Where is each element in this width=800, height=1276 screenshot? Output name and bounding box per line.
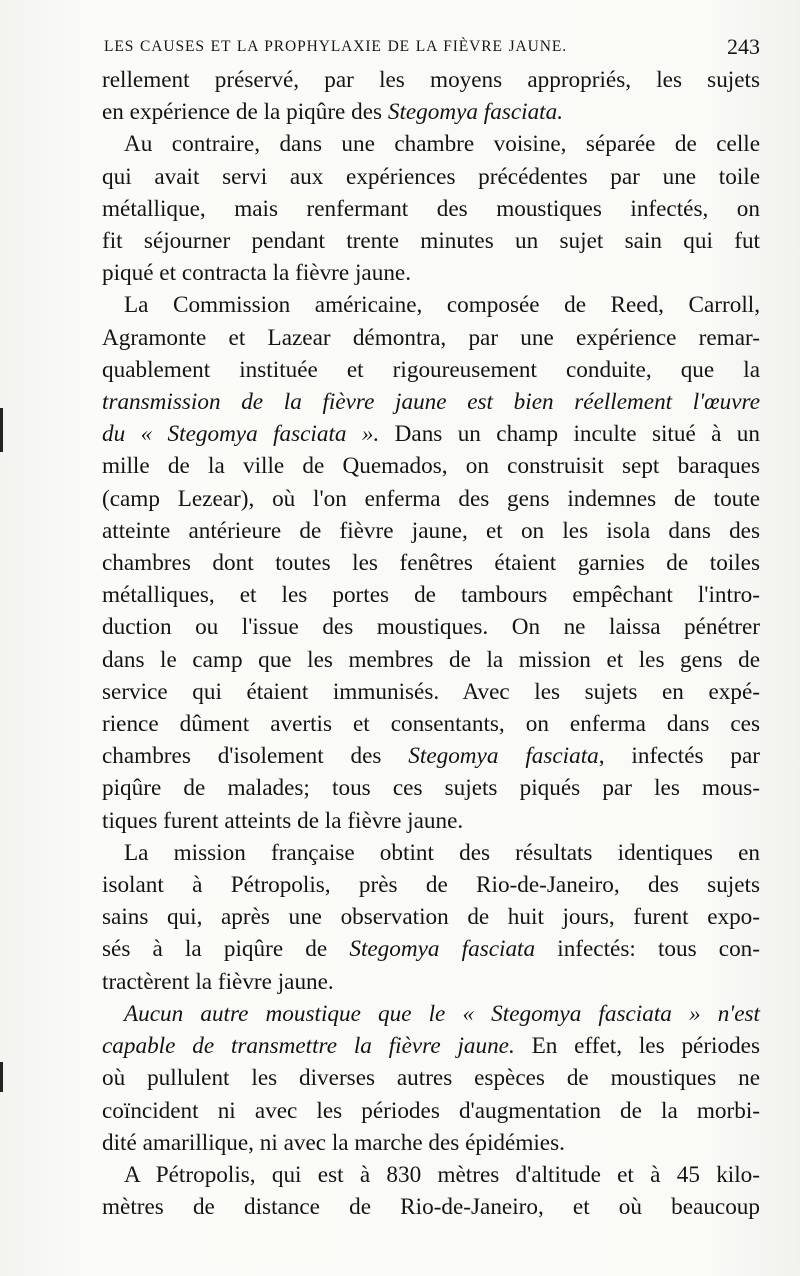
text-line: atteinte antérieure de fièvre jaune, et on les isola dans des bbox=[102, 517, 760, 544]
page-number: 243 bbox=[727, 34, 760, 59]
text-fragment: en expérience de la piqûre des bbox=[102, 99, 388, 126]
paragraph bbox=[102, 64, 760, 128]
italic-fragment: capable de transmettre la fièvre jaune. bbox=[102, 1033, 515, 1060]
text-line: A Pétropolis, qui est à 830 mètres d'altitude et à 45 kilo- bbox=[124, 1161, 760, 1188]
text-line: piqûre de malades; tous ces sujets piqués par les mous- bbox=[102, 775, 760, 802]
text-line: métalliques, et les portes de tambours empêchant l'intro- bbox=[102, 582, 760, 609]
text-line: métallique, mais renfermant des moustiques infectés, on bbox=[102, 195, 760, 222]
text-fragment: chambres d'isolement des bbox=[102, 743, 409, 770]
paragraph bbox=[102, 128, 760, 289]
running-title: LES CAUSES ET LA PROPHYLAXIE DE LA FIÈVRE JAUNE. bbox=[104, 38, 567, 55]
page-header bbox=[104, 34, 760, 60]
text-fragment: , infectés par bbox=[598, 743, 760, 770]
paragraph bbox=[102, 998, 760, 1159]
text-line: rience dûment avertis et consentants, on enferma dans ces bbox=[102, 711, 760, 738]
text-fragment: Dans un champ inculte situé à un bbox=[379, 421, 760, 448]
text-line: mille de la ville de Quemados, on construisit sept baraques bbox=[102, 453, 760, 480]
text-fragment: sés à la piqûre de bbox=[102, 936, 350, 963]
text-line: coïncident ni avec les périodes d'augmentation de la morbi- bbox=[102, 1097, 760, 1124]
text-line bbox=[102, 96, 760, 128]
scan-edge-mark bbox=[0, 408, 3, 452]
text-line: piqué et contracta la fièvre jaune. bbox=[102, 260, 412, 287]
italic-text-line: transmission de la fièvre jaune est bien réellement l'œuvre bbox=[102, 389, 760, 416]
text-line: (camp Lezear), où l'on enferma des gens indemnes de toute bbox=[102, 485, 760, 512]
text-line: qui avait servi aux expériences précédentes par une toile bbox=[102, 163, 760, 190]
italic-text-line: Aucun autre moustique que le « Stegomya fasciata » n'est bbox=[124, 1000, 760, 1027]
text-line: rellement préservé, par les moyens appropriés, les sujets bbox=[102, 67, 760, 93]
text-fragment: En effet, les périodes bbox=[514, 1033, 760, 1060]
text-line: isolant à Pétropolis, près de Rio-de-Janeiro, des sujets bbox=[102, 872, 760, 899]
text-line: quablement instituée et rigoureusement conduite, que la bbox=[102, 356, 760, 383]
text-line bbox=[102, 1030, 760, 1062]
text-line: La mission française obtint des résultats identiques en bbox=[124, 839, 760, 866]
text-line: chambres dont toutes les fenêtres étaient garnies de toiles bbox=[102, 550, 760, 577]
scan-edge-mark bbox=[0, 1062, 3, 1092]
text-line: dité amarillique, ni avec la marche des épidémies. bbox=[102, 1129, 565, 1156]
text-line: Au contraire, dans une chambre voisine, séparée de celle bbox=[124, 131, 760, 158]
text-line bbox=[102, 740, 760, 772]
species-name: Stegomya fasciata. bbox=[387, 99, 564, 126]
species-name: Stegomya fasciata bbox=[349, 936, 536, 963]
paragraph bbox=[102, 1159, 760, 1223]
italic-fragment: du « Stegomya fasciata ». bbox=[102, 421, 380, 448]
text-line: service qui étaient immunisés. Avec les sujets en expé- bbox=[102, 678, 760, 705]
body-text bbox=[102, 64, 760, 1223]
text-line bbox=[102, 933, 760, 965]
text-line: duction ou l'issue des moustiques. On ne laissa pénétrer bbox=[102, 614, 760, 641]
paragraph bbox=[102, 837, 760, 998]
text-line: fit séjourner pendant trente minutes un sujet sain qui fut bbox=[102, 228, 760, 255]
text-line: dans le camp que les membres de la mission et les gens de bbox=[102, 646, 760, 673]
paragraph bbox=[102, 289, 760, 836]
text-line: tractèrent la fièvre jaune. bbox=[102, 968, 334, 995]
species-name: Stegomya fasciata bbox=[408, 743, 599, 770]
text-line: tiques furent atteints de la fièvre jaune. bbox=[102, 807, 464, 834]
text-fragment: infectés: tous con- bbox=[535, 936, 760, 963]
text-line: mètres de distance de Rio-de-Janeiro, et où beaucoup bbox=[102, 1194, 760, 1221]
text-line: où pullulent les diverses autres espèces de moustiques ne bbox=[102, 1065, 760, 1092]
text-line bbox=[102, 418, 760, 450]
text-line: Agramonte et Lazear démontra, par une expérience remar- bbox=[102, 324, 760, 351]
text-line: sains qui, après une observation de huit jours, furent expo- bbox=[102, 904, 760, 931]
text-line: La Commission américaine, composée de Reed, Carroll, bbox=[124, 292, 760, 319]
